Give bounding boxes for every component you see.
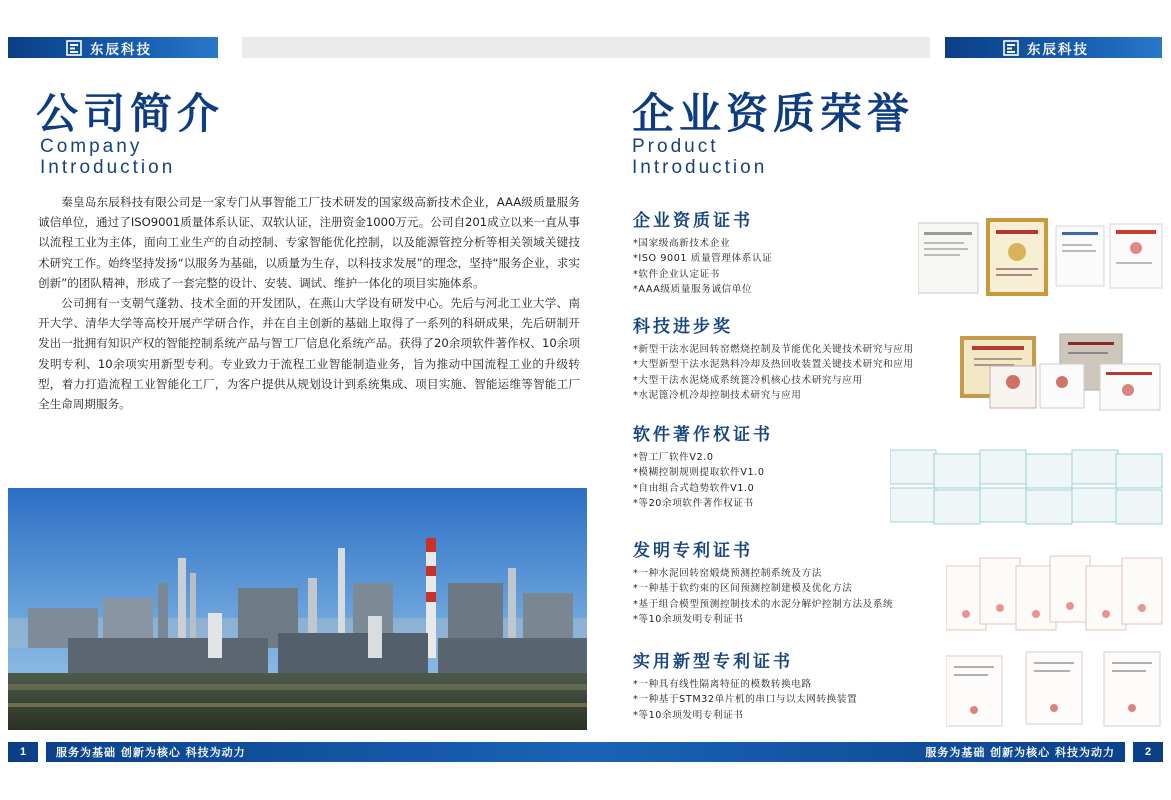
footer-separator — [38, 742, 46, 762]
section-invention-patent — [633, 540, 893, 628]
software-copyright-certificates-image — [890, 448, 1163, 526]
utility-patent-certificates-image — [946, 650, 1163, 730]
factory-photo — [8, 488, 587, 730]
footer-left — [8, 742, 587, 762]
science-award-certificates-image — [960, 330, 1163, 412]
company-logo-icon — [1003, 40, 1019, 56]
company-intro-text — [38, 192, 580, 414]
list-item: *一种基于STM32单片机的串口与以太网转换装置 — [633, 694, 858, 706]
section-qualification — [633, 210, 772, 298]
qualification-certificates-image — [918, 218, 1163, 298]
logo-text: 东辰科技 — [90, 41, 152, 58]
page-number: 1 — [19, 746, 27, 758]
honors-en-line1: Product — [632, 136, 719, 157]
intro-paragraph: 秦皇岛东辰科技有限公司是一家专门从事智能工厂技术研发的国家级高新技术企业，AAA级质量服务诚信单位，通过了ISO9001质量体系认证、双软认证，注册资金1000万元。公司自201成立以来一直从事以流程工业为主体，面向工业生产的自动控制、专家智能优化控制，以及能源管控分析等相关领域关键技术研究工作。始终坚持发扬“以服务为基础，以质量为生存，以科技求发展”的理念，坚持“服务企业，求实创新”的团队精神，形成了一套完整的设计、安装、调试、维护一体化的项目实施体系。 — [38, 195, 580, 290]
footer-right — [587, 742, 1163, 762]
list-item: *自由组合式趋势软件V1.0 — [633, 482, 755, 494]
list-item: *AAA级质量服务诚信单位 — [633, 284, 753, 296]
list-item: *一种水泥回转窑煅烧预测控制系统及方法 — [633, 568, 822, 579]
footer-slogan: 服务为基础 创新为核心 科技为动力 — [56, 746, 246, 759]
footer-slogan: 服务为基础 创新为核心 科技为动力 — [925, 746, 1115, 759]
section-software-copyright — [633, 424, 773, 512]
list-item: *新型干法水泥回转窑燃烧控制及节能优化关键技术研究与应用 — [633, 344, 914, 355]
list-item: *软件企业认定证书 — [633, 268, 720, 280]
honors-en-line2: Introduction — [632, 157, 768, 178]
section-title: 科技进步奖 — [633, 317, 733, 337]
section-title: 实用新型专利证书 — [633, 652, 793, 672]
list-item: *国家级高新技术企业 — [633, 238, 731, 249]
list-item: *等10余项发明专利证书 — [633, 709, 744, 721]
list-item: *水泥篦冷机冷却控制技术研究与应用 — [633, 390, 802, 402]
company-intro-en-line2: Introduction — [40, 157, 176, 178]
company-intro-en-line1: Company — [40, 136, 143, 157]
section-title: 软件著作权证书 — [633, 425, 773, 445]
intro-paragraph: 公司拥有一支朝气蓬勃、技术全面的开发团队，在燕山大学设有研发中心。先后与河北工业大学、南开大学、清华大学等高校开展产学研合作，并在自主创新的基础上取得了一系列的科研成果，先后研制开发出一批拥有知识产权的智能控制系统产品与智工厂信息化系统产品。获得了20余项软件著作权、10余项发明专利、10余项实用新型专利。专业致力于流程工业智能制造业务，旨为推动中国流程工业的升级转型，着力打造流程工业智能化工厂，为客户提供从规划设计到系统集成、项目实施、智能运维等智能工厂全生命周期服务。 — [38, 296, 580, 412]
section-title: 企业资质证书 — [633, 211, 753, 231]
list-item: *一种具有线性隔离特征的模数转换电路 — [633, 679, 812, 690]
factory-illustration — [8, 488, 587, 730]
list-item: *ISO 9001 质量管理体系认证 — [633, 253, 773, 265]
header-logo-right — [945, 37, 1162, 58]
footer-separator — [1125, 742, 1133, 762]
list-item: *等20余项软件著作权证书 — [633, 498, 754, 510]
list-item: *大型新型干法水泥熟料冷却及热回收装置关键技术研究和应用 — [633, 359, 914, 371]
list-item: *等10余项发明专利证书 — [633, 614, 744, 626]
company-intro-title: 公司简介 — [36, 89, 225, 138]
section-utility-patent — [633, 651, 857, 723]
list-item: *大型干法水泥烧成系统篦冷机核心技术研究与应用 — [633, 374, 863, 386]
honors-title: 企业资质荣誉 — [632, 89, 915, 138]
page-number: 2 — [1144, 746, 1152, 758]
list-item: *基于组合模型预测控制技术的水泥分解炉控制方法及系统 — [633, 598, 894, 610]
header-gray-bar — [242, 37, 930, 58]
list-item: *模糊控制规则提取软件V1.0 — [633, 467, 765, 479]
section-science-award — [633, 316, 914, 404]
header-logo-left — [8, 37, 218, 58]
company-logo-icon — [66, 40, 82, 56]
list-item: *一种基于软约束的区间预测控制建模及优化方法 — [633, 583, 853, 595]
section-title: 发明专利证书 — [633, 541, 753, 561]
invention-patent-certificates-image — [946, 552, 1163, 640]
list-item: *智工厂软件V2.0 — [633, 452, 714, 463]
logo-text: 东辰科技 — [1027, 41, 1089, 58]
